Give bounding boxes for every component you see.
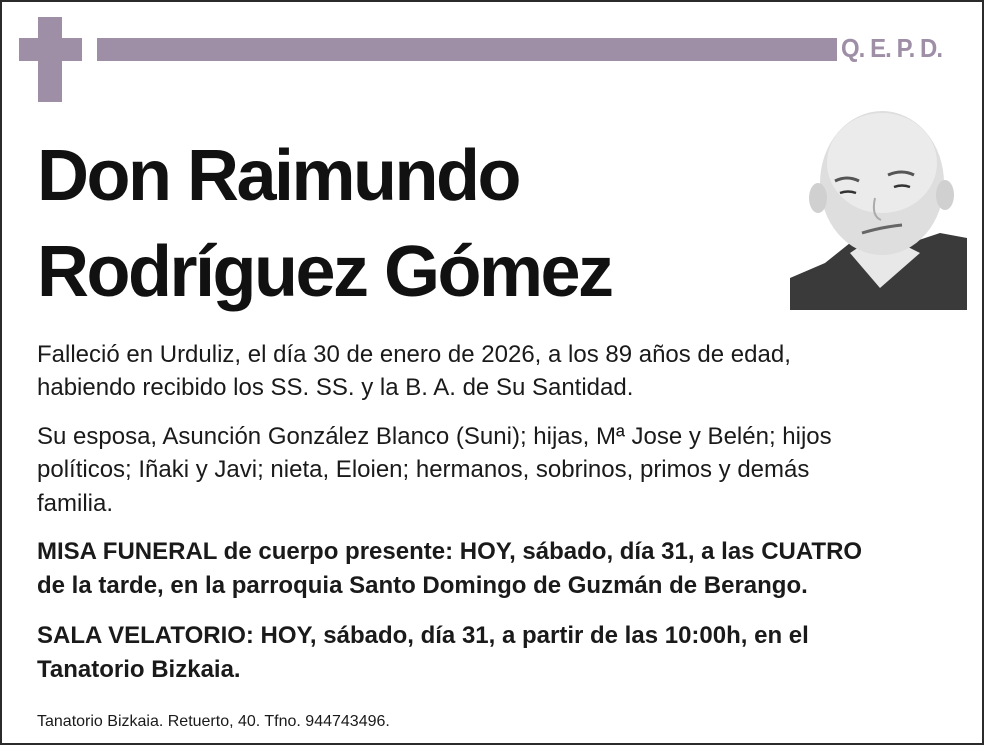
deceased-name-line2: Rodríguez Gómez <box>37 232 612 312</box>
family-line: Su esposa, Asunción González Blanco (Suni); hijas, Mª Jose y Belén; hijos <box>37 423 832 450</box>
deceased-photo <box>790 103 967 310</box>
family-line: familia. <box>37 490 114 517</box>
funeral-mass-line: MISA FUNERAL de cuerpo presente: HOY, sábado, día 31, a las CUATRO <box>37 538 863 565</box>
funeral-home-contact: Tanatorio Bizkaia. Retuerto, 40. Tfno. 944743496. <box>37 713 390 730</box>
wake-room-line: Tanatorio Bizkaia. <box>37 656 241 683</box>
qepd-label: Q. E. P. D. <box>841 33 943 63</box>
death-notice-line: Falleció en Urduliz, el día 30 de enero de 2026, a los 89 años de edad, <box>37 341 791 368</box>
deceased-name-line1: Don Raimundo <box>37 136 519 216</box>
family-line: políticos; Iñaki y Javi; nieta, Eloien; hermanos, sobrinos, primos y demás <box>37 456 810 483</box>
funeral-mass-line: de la tarde, en la parroquia Santo Domingo de Guzmán de Berango. <box>37 572 808 599</box>
death-notice-line: habiendo recibido los SS. SS. y la B. A. de Su Santidad. <box>37 374 634 401</box>
wake-room-line: SALA VELATORIO: HOY, sábado, día 31, a partir de las 10:00h, en el <box>37 622 809 649</box>
cross-icon-arm <box>19 38 82 61</box>
header-bar <box>97 38 837 61</box>
